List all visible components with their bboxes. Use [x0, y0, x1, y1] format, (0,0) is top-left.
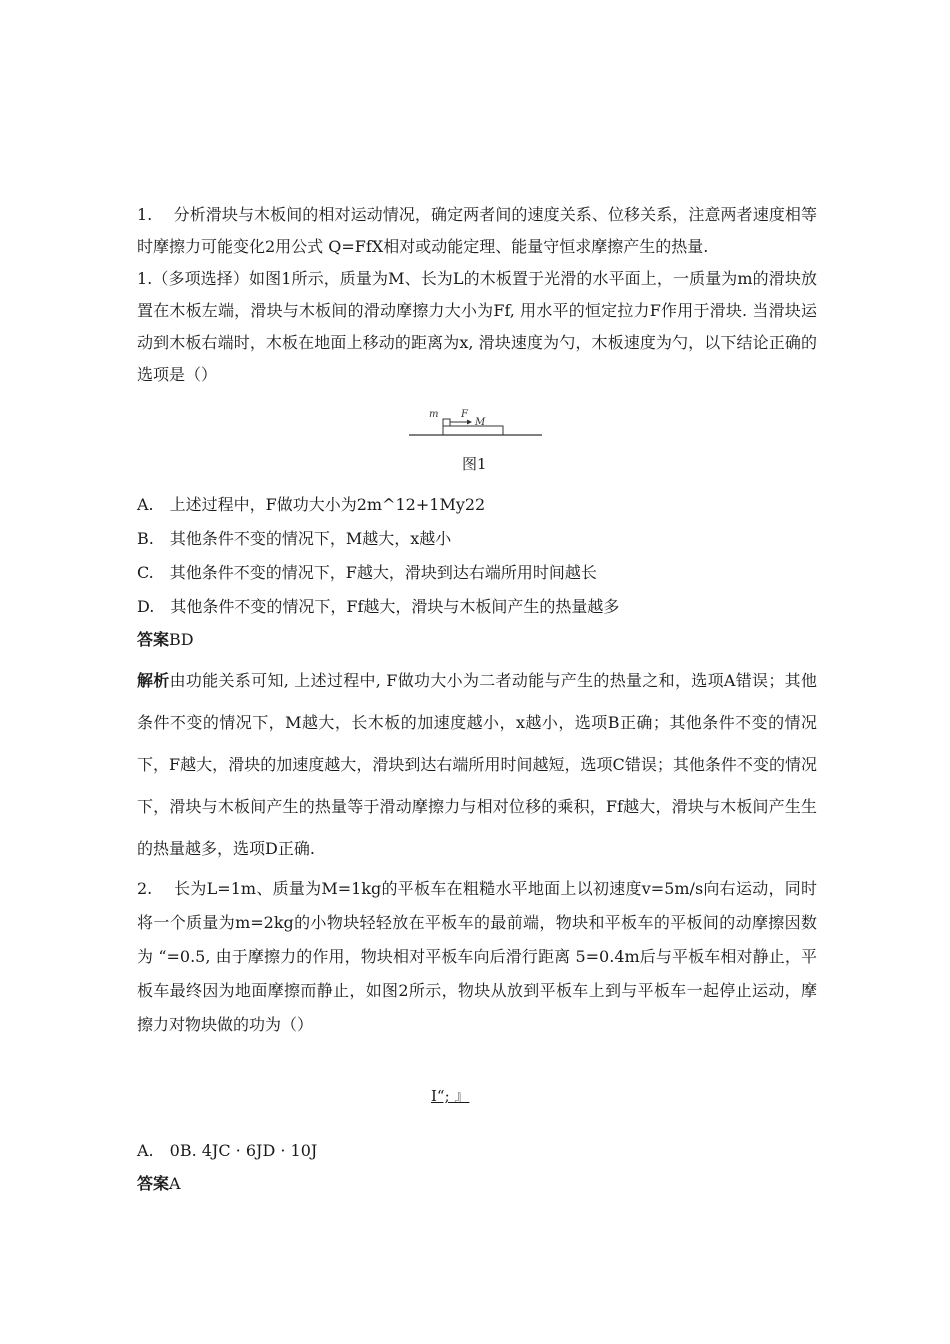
answer-label: 答案 [137, 1174, 170, 1193]
force-arrowhead [467, 420, 472, 425]
figure-2-text: I“; 』 [431, 1087, 470, 1105]
analysis-label: 解析 [137, 671, 170, 690]
question-2-options: A. 0B. 4JC · 6JD · 10J [137, 1141, 318, 1160]
answer-label: 答案 [137, 630, 170, 649]
question-1-option-a: A. 上述过程中，F做功大小为2m^12+1My22 [137, 495, 486, 514]
answer-value: BD [169, 630, 194, 649]
question-2-stem [137, 872, 817, 1042]
block-m [443, 419, 450, 426]
question-1-stem-text: 1.（多项选择）如图1所示，质量为M、长为L的木板置于光滑的水平面上，一质量为m的滑块放置在木板左端，滑块与木板间的滑动摩擦力大小为Ff, 用水平的恒定拉力F作用于滑块. 当滑块运动到木板右端时，木板在地面上移动的距离为x, 滑块速度为勺，木板速度为勺，以下结论正确的选项是（） [137, 269, 817, 384]
question-1-analysis [137, 660, 817, 870]
figure-1-diagram [409, 404, 545, 438]
board-M [443, 426, 503, 435]
question-1-option-d: D. 其他条件不变的情况下，Ff越大，滑块与木板间产生的热量越多 [137, 597, 620, 616]
intro-point-paragraph [137, 199, 817, 263]
question-1-answer [137, 627, 194, 650]
answer-value: A [169, 1174, 181, 1193]
figure-2-placeholder [431, 1085, 469, 1106]
label-m: m [429, 409, 439, 420]
question-1-option-c: C. 其他条件不变的情况下，F越大，滑块到达右端所用时间越长 [137, 563, 597, 582]
label-F: F [461, 409, 468, 420]
question-2-answer [137, 1171, 181, 1194]
question-1-option-b: B. 其他条件不变的情况下，M越大，x越小 [137, 529, 452, 548]
figure-1-caption: 图1 [462, 455, 487, 473]
intro-point-text: 1. 分析滑块与木板间的相对运动情况，确定两者间的速度关系、位移关系，注意两者速度相等时摩擦力可能变化2用公式 Q=FfX相对或动能定理、能量守恒求摩擦产生的热量. [137, 205, 817, 256]
question-2-stem-text: 2. 长为L=1m、质量为M=1kg的平板车在粗糙水平地面上以初速度v=5m/s向右运动，同时将一个质量为m=2kg的小物块轻轻放在平板车的最前端，物块和平板车的平板间的动摩擦因数为 “=0.5, 由于摩擦力的作用，物块相对平板车向后滑行距离 5=0.4m后与平板车相对静止，平板车最终因为地面摩擦而静止，如图2所示，物块从放到平板车上到与平板车一起停止运动，摩擦力对物块做的功为（） [137, 879, 817, 1034]
label-M: M [475, 417, 486, 428]
analysis-text: 由功能关系可知, 上述过程中, F做功大小为二者动能与产生的热量之和，选项A错误；其他条件不变的情况下，M越大，长木板的加速度越小，x越小，选项B正确；其他条件不变的情况下，F越大，滑块的加速度越大，滑块到达右端所用时间越短，选项C错误；其他条件不变的情况下，滑块与木板间产生的热量等于滑动摩擦力与相对位移的乘积，Ff越大，滑块与木板间产生生的热量越多，选项D正确. [137, 671, 817, 858]
question-1-stem [137, 263, 817, 391]
